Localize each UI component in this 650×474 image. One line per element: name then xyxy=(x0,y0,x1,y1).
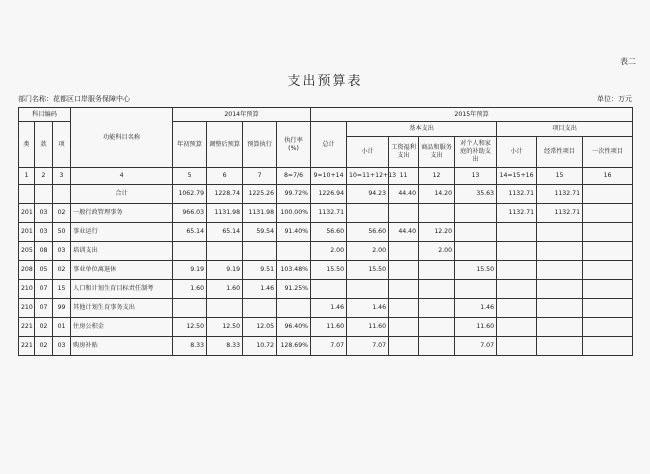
cell-total: 56.60 xyxy=(311,223,347,242)
cell-initial: 1062.79 xyxy=(173,185,207,204)
cell-initial: 65.14 xyxy=(173,223,207,242)
cell-recurring xyxy=(537,299,583,318)
cell-recurring xyxy=(537,280,583,299)
cell-name: 购房补贴 xyxy=(71,337,173,356)
header-subtotal: 小计 xyxy=(347,137,389,168)
cell-execution: 12.05 xyxy=(243,318,277,337)
cell-subtotal xyxy=(347,280,389,299)
cell-xiang: 01 xyxy=(53,318,71,337)
cell-subsidy xyxy=(455,242,497,261)
cell-execution: 9.51 xyxy=(243,261,277,280)
cell-subsidy xyxy=(455,204,497,223)
cell-initial: 9.19 xyxy=(173,261,207,280)
cell-lei: 208 xyxy=(19,261,35,280)
cell-salary xyxy=(389,299,419,318)
cell-total: 1.46 xyxy=(311,299,347,318)
table-row xyxy=(19,337,633,356)
cell-name: 事业单位离退休 xyxy=(71,261,173,280)
cell-initial: 12.50 xyxy=(173,318,207,337)
cell-total: 1226.94 xyxy=(311,185,347,204)
cell-execution: 1131.98 xyxy=(243,204,277,223)
header-adjusted: 调整后预算 xyxy=(207,122,243,168)
header-kuan: 款 xyxy=(35,122,53,168)
cell-project-subtotal xyxy=(497,223,537,242)
cell-onetime xyxy=(583,280,633,299)
col-number: 10=11+12+13 xyxy=(347,168,389,185)
cell-total: 1132.71 xyxy=(311,204,347,223)
col-number: 2 xyxy=(35,168,53,185)
cell-subtotal: 11.60 xyxy=(347,318,389,337)
cell-rate: 96.40% xyxy=(277,318,311,337)
cell-subsidy: 1.46 xyxy=(455,299,497,318)
header-subject-code: 科目编码 xyxy=(19,108,71,122)
cell-lei: 221 xyxy=(19,337,35,356)
col-number: 16 xyxy=(583,168,633,185)
cell-rate: 128.69% xyxy=(277,337,311,356)
cell-rate: 99.72% xyxy=(277,185,311,204)
header-onetime: 一次性项目 xyxy=(583,137,633,168)
cell-goods: 2.00 xyxy=(419,242,455,261)
table-row xyxy=(19,261,633,280)
col-number: 9=10+14 xyxy=(311,168,347,185)
cell-recurring xyxy=(537,242,583,261)
cell-goods xyxy=(419,280,455,299)
cell-adjusted: 12.50 xyxy=(207,318,243,337)
cell-rate xyxy=(277,242,311,261)
col-number: 1 xyxy=(19,168,35,185)
cell-name: 住房公积金 xyxy=(71,318,173,337)
cell-execution: 59.54 xyxy=(243,223,277,242)
cell-subsidy: 15.50 xyxy=(455,261,497,280)
header-2014-budget: 2014年预算 xyxy=(173,108,311,122)
cell-name: 一般行政管理事务 xyxy=(71,204,173,223)
cell-rate: 100.00% xyxy=(277,204,311,223)
col-number: 12 xyxy=(419,168,455,185)
cell-goods xyxy=(419,318,455,337)
col-number: 15 xyxy=(537,168,583,185)
cell-recurring xyxy=(537,261,583,280)
cell-initial: 966.03 xyxy=(173,204,207,223)
header-rate: 执行率(%) xyxy=(277,122,311,168)
cell-adjusted: 8.33 xyxy=(207,337,243,356)
cell-kuan: 02 xyxy=(35,318,53,337)
cell-onetime xyxy=(583,223,633,242)
cell-adjusted xyxy=(207,299,243,318)
cell-salary xyxy=(389,242,419,261)
cell-total: 7.07 xyxy=(311,337,347,356)
unit-label: 单位：万元 xyxy=(597,95,632,103)
cell-initial xyxy=(173,242,207,261)
table-row xyxy=(19,223,633,242)
cell-goods xyxy=(419,261,455,280)
total-row xyxy=(19,185,633,204)
cell-adjusted: 9.19 xyxy=(207,261,243,280)
cell-subsidy: 35.63 xyxy=(455,185,497,204)
cell-adjusted: 1131.98 xyxy=(207,204,243,223)
cell-xiang: 99 xyxy=(53,299,71,318)
col-number: 7 xyxy=(243,168,277,185)
header-execution: 预算执行 xyxy=(243,122,277,168)
cell-lei: 201 xyxy=(19,223,35,242)
table-row xyxy=(19,280,633,299)
header-2015-budget: 2015年预算 xyxy=(311,108,633,122)
header-basic: 基本支出 xyxy=(347,122,497,137)
cell-project-subtotal: 1132.71 xyxy=(497,185,537,204)
cell-project-subtotal xyxy=(497,280,537,299)
cell-execution: 1.46 xyxy=(243,280,277,299)
col-number: 4 xyxy=(71,168,173,185)
cell-lei: 210 xyxy=(19,280,35,299)
header-func-name: 功能科目名称 xyxy=(71,108,173,168)
cell-subtotal: 56.60 xyxy=(347,223,389,242)
cell-project-subtotal xyxy=(497,318,537,337)
cell-subtotal: 15.50 xyxy=(347,261,389,280)
cell-total: 2.00 xyxy=(311,242,347,261)
cell-subtotal: 7.07 xyxy=(347,337,389,356)
cell-goods xyxy=(419,204,455,223)
expenditure-table xyxy=(18,107,633,356)
cell-execution xyxy=(243,242,277,261)
header-initial: 年初预算 xyxy=(173,122,207,168)
cell-xiang: 03 xyxy=(53,242,71,261)
header-lei: 类 xyxy=(19,122,35,168)
cell-subtotal xyxy=(347,204,389,223)
header-total: 总计 xyxy=(311,122,347,168)
cell-lei: 205 xyxy=(19,242,35,261)
cell-lei xyxy=(19,185,35,204)
cell-recurring: 1132.71 xyxy=(537,204,583,223)
cell-rate: 91.25% xyxy=(277,280,311,299)
cell-kuan: 07 xyxy=(35,280,53,299)
col-number: 5 xyxy=(173,168,207,185)
cell-execution: 10.72 xyxy=(243,337,277,356)
cell-subtotal: 2.00 xyxy=(347,242,389,261)
header-salary: 工资福利支出 xyxy=(389,137,419,168)
col-number: 11 xyxy=(389,168,419,185)
table-row xyxy=(19,299,633,318)
cell-salary xyxy=(389,261,419,280)
header-subsidy: 对个人和家庭的补助支出 xyxy=(455,137,497,168)
cell-onetime xyxy=(583,261,633,280)
cell-goods xyxy=(419,299,455,318)
cell-initial: 8.33 xyxy=(173,337,207,356)
cell-subsidy: 11.60 xyxy=(455,318,497,337)
cell-subtotal: 94.23 xyxy=(347,185,389,204)
cell-project-subtotal xyxy=(497,299,537,318)
cell-rate: 91.40% xyxy=(277,223,311,242)
cell-salary: 44.40 xyxy=(389,223,419,242)
cell-kuan: 03 xyxy=(35,223,53,242)
cell-total: 11.60 xyxy=(311,318,347,337)
cell-onetime xyxy=(583,242,633,261)
cell-subsidy xyxy=(455,280,497,299)
header-xiang: 项 xyxy=(53,122,71,168)
cell-recurring xyxy=(537,318,583,337)
cell-project-subtotal xyxy=(497,261,537,280)
cell-goods: 14.20 xyxy=(419,185,455,204)
cell-adjusted: 1.60 xyxy=(207,280,243,299)
page-title: 支出预算表 xyxy=(287,74,363,89)
cell-goods: 12.20 xyxy=(419,223,455,242)
cell-goods xyxy=(419,337,455,356)
cell-subsidy: 7.07 xyxy=(455,337,497,356)
cell-rate xyxy=(277,299,311,318)
table-body xyxy=(19,185,633,356)
cell-kuan: 08 xyxy=(35,242,53,261)
header-goods: 商品和服务支出 xyxy=(419,137,455,168)
cell-name: 人口和计划生育目标责任制考 xyxy=(71,280,173,299)
col-number: 3 xyxy=(53,168,71,185)
cell-total: 15.50 xyxy=(311,261,347,280)
col-number: 14=15+16 xyxy=(497,168,537,185)
header-project: 项目支出 xyxy=(497,122,633,137)
cell-initial xyxy=(173,299,207,318)
cell-project-subtotal xyxy=(497,242,537,261)
cell-kuan xyxy=(35,185,53,204)
cell-name: 合计 xyxy=(71,185,173,204)
col-number: 8=7/6 xyxy=(277,168,311,185)
cell-kuan: 07 xyxy=(35,299,53,318)
column-number-row xyxy=(19,168,633,185)
cell-adjusted: 65.14 xyxy=(207,223,243,242)
cell-name: 其他计划生育事务支出 xyxy=(71,299,173,318)
cell-lei: 201 xyxy=(19,204,35,223)
table-row xyxy=(19,318,633,337)
cell-kuan: 03 xyxy=(35,204,53,223)
cell-name: 事业运行 xyxy=(71,223,173,242)
cell-salary: 44.40 xyxy=(389,185,419,204)
cell-adjusted: 1228.74 xyxy=(207,185,243,204)
cell-xiang: 02 xyxy=(53,204,71,223)
cell-project-subtotal xyxy=(497,337,537,356)
cell-execution: 1225.26 xyxy=(243,185,277,204)
cell-subsidy xyxy=(455,223,497,242)
cell-kuan: 02 xyxy=(35,337,53,356)
cell-total xyxy=(311,280,347,299)
cell-lei: 221 xyxy=(19,318,35,337)
cell-xiang: 15 xyxy=(53,280,71,299)
cell-onetime xyxy=(583,318,633,337)
table-row xyxy=(19,242,633,261)
col-number: 6 xyxy=(207,168,243,185)
cell-adjusted xyxy=(207,242,243,261)
department-name: 部门名称：花都区口岸服务保障中心 xyxy=(18,95,130,103)
cell-rate: 103.48% xyxy=(277,261,311,280)
cell-salary xyxy=(389,280,419,299)
cell-subtotal: 1.46 xyxy=(347,299,389,318)
header-recurring: 经常性项目 xyxy=(537,137,583,168)
cell-name: 培训支出 xyxy=(71,242,173,261)
cell-onetime xyxy=(583,337,633,356)
cell-salary xyxy=(389,318,419,337)
col-number: 13 xyxy=(455,168,497,185)
cell-project-subtotal: 1132.71 xyxy=(497,204,537,223)
cell-onetime xyxy=(583,204,633,223)
cell-xiang xyxy=(53,185,71,204)
cell-execution xyxy=(243,299,277,318)
cell-xiang: 50 xyxy=(53,223,71,242)
cell-salary xyxy=(389,204,419,223)
cell-xiang: 02 xyxy=(53,261,71,280)
cell-onetime xyxy=(583,185,633,204)
cell-kuan: 05 xyxy=(35,261,53,280)
cell-salary xyxy=(389,337,419,356)
cell-lei: 210 xyxy=(19,299,35,318)
table-row xyxy=(19,204,633,223)
cell-recurring xyxy=(537,223,583,242)
cell-recurring: 1132.71 xyxy=(537,185,583,204)
cell-xiang: 03 xyxy=(53,337,71,356)
cell-onetime xyxy=(583,299,633,318)
header-project-subtotal: 小计 xyxy=(497,137,537,168)
cell-initial: 1.60 xyxy=(173,280,207,299)
cell-recurring xyxy=(537,337,583,356)
table-number: 表二 xyxy=(620,57,636,66)
